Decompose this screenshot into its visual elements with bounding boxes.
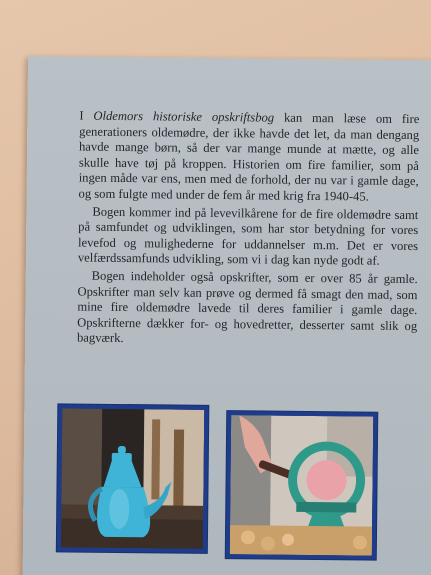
paragraph-1 bbox=[78, 109, 419, 206]
coffee-kettle-icon bbox=[61, 408, 204, 548]
book-back-cover bbox=[22, 56, 431, 575]
paragraph-1-lead: I bbox=[79, 108, 94, 123]
cover-description bbox=[77, 57, 420, 352]
meat-grinder-icon bbox=[230, 415, 373, 555]
paragraph-3: Bogen indeholder også opskrifter, som er over 85 år gamle. Opskrifter man selv kan prøve og dermed få smagt den mad, som mine fire oldemødre lavede til deres familier i gamle dage. Opskrifterne dækker for- og hovedretter, desserter samt slik og bagværk. bbox=[76, 268, 418, 346]
book-title-italic: Oldemors historiske opskriftsbog bbox=[93, 108, 275, 125]
meat-grinder-photo bbox=[226, 411, 378, 560]
paragraph-1-text: kan man læse om fire generationers oldemødre, der ikke havde det let, da man dengang havde mange børn, så der var mange munde at mætte, og alle skulle have tøj på kroppen. Historien om fire familier, som på ingen måde var ens, men med de forhold, der nu var i gamle dage, og som fulgte med under de fem år med krig fra 1940-45. bbox=[78, 110, 420, 204]
paragraph-2: Bogen kommer ind på levevilkårene for de fire oldemødre samt på samfundet og udviklingen, som har stor betydning for vores levefod og mulighederne for uddannelser m.m. Det er vores velfærdssamfunds udvikling, som vi i dag kan nyde godt af. bbox=[77, 204, 419, 269]
coffee-kettle-photo bbox=[57, 404, 209, 553]
